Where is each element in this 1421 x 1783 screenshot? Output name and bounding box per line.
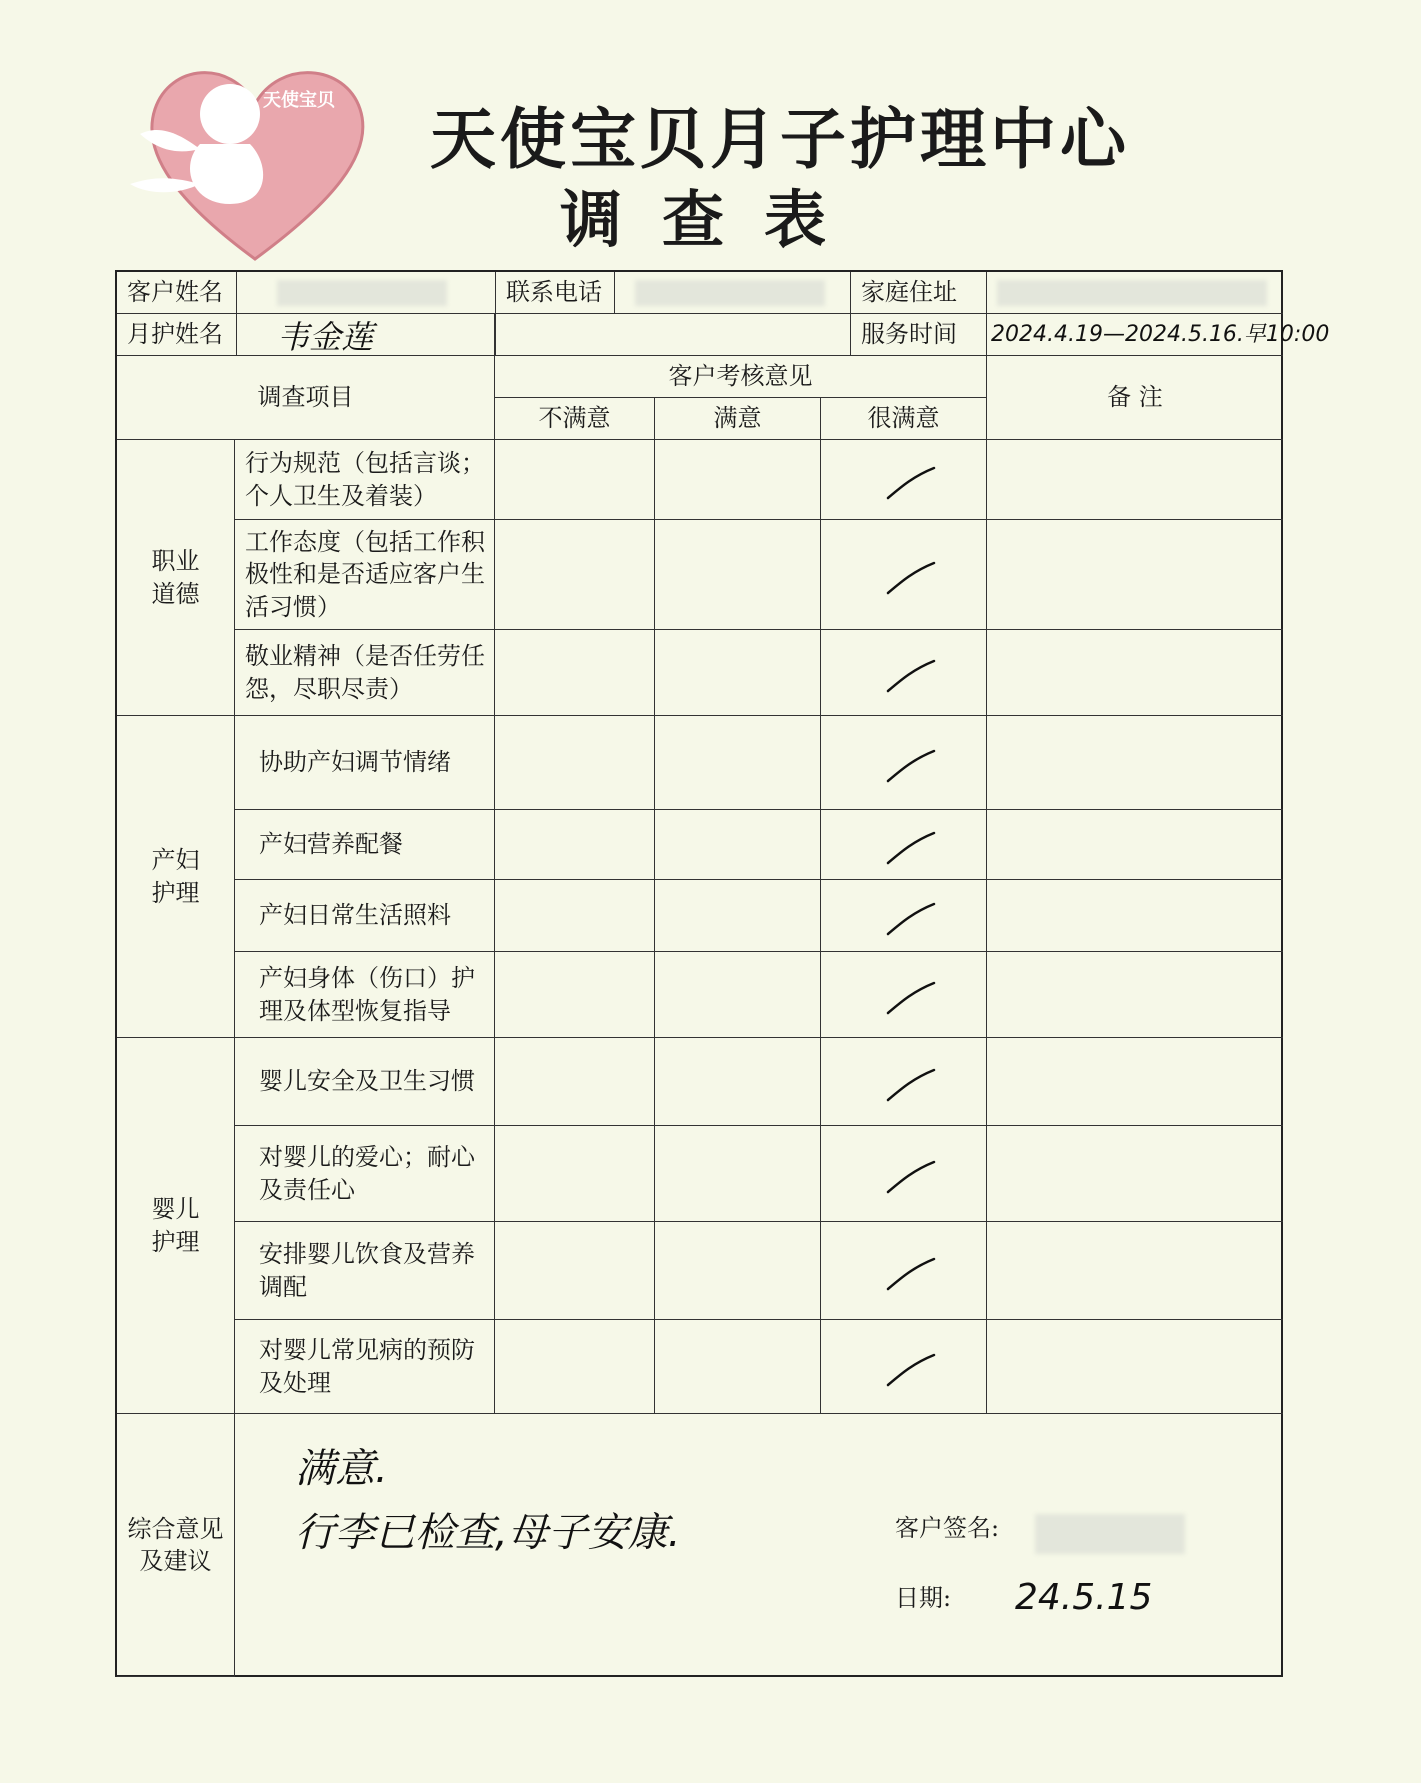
item-daily-care: 产妇日常生活照料 xyxy=(235,880,495,952)
rating-cell[interactable] xyxy=(821,1126,987,1222)
remarks-cell[interactable] xyxy=(987,1222,1283,1320)
item-baby-illness: 对婴儿常见病的预防及处理 xyxy=(235,1320,495,1414)
rating-cell[interactable] xyxy=(821,1320,987,1414)
rating-cell[interactable] xyxy=(655,1222,821,1320)
remarks-cell[interactable] xyxy=(987,1038,1283,1126)
redacted-address xyxy=(997,280,1267,306)
remarks-cell[interactable] xyxy=(987,880,1283,952)
nurse-name-field[interactable] xyxy=(237,314,495,356)
rating-cell[interactable] xyxy=(821,630,987,716)
very-satisfied-header: 很满意 xyxy=(821,398,987,440)
item-emotion: 协助产妇调节情绪 xyxy=(235,716,495,810)
unsatisfied-header: 不满意 xyxy=(495,398,655,440)
rating-cell[interactable] xyxy=(655,716,821,810)
comment-line-1: 满意. xyxy=(295,1446,388,1492)
rating-cell[interactable] xyxy=(655,520,821,630)
rating-cell[interactable] xyxy=(821,520,987,630)
signature-label: 客户签名: xyxy=(895,1514,1000,1542)
rating-cell[interactable] xyxy=(495,1038,655,1126)
rating-cell[interactable] xyxy=(821,1222,987,1320)
comment-line-2: 行李已检查,母子安康. xyxy=(295,1510,681,1556)
rating-cell[interactable] xyxy=(495,1320,655,1414)
check-mark-icon xyxy=(884,559,944,599)
check-mark-icon xyxy=(884,1066,944,1106)
item-body-recovery: 产妇身体（伤口）护理及体型恢复指导 xyxy=(235,952,495,1038)
rating-cell[interactable] xyxy=(655,1038,821,1126)
check-mark-icon xyxy=(884,979,944,1019)
item-baby-diet: 安排婴儿饮食及营养调配 xyxy=(235,1222,495,1320)
satisfied-header: 满意 xyxy=(655,398,821,440)
opinion-header: 客户考核意见 xyxy=(495,356,987,398)
remarks-cell[interactable] xyxy=(987,952,1283,1038)
rating-cell[interactable] xyxy=(495,630,655,716)
rating-cell[interactable] xyxy=(821,810,987,880)
customer-name-label: 客户姓名 xyxy=(117,272,237,314)
service-time-label: 服务时间 xyxy=(851,314,987,356)
check-mark-icon xyxy=(884,1158,944,1198)
rating-cell[interactable] xyxy=(655,440,821,520)
rating-cell[interactable] xyxy=(495,810,655,880)
remarks-cell[interactable] xyxy=(987,630,1283,716)
rating-cell[interactable] xyxy=(495,1222,655,1320)
check-mark-icon xyxy=(884,747,944,787)
rating-cell[interactable] xyxy=(495,440,655,520)
remarks-cell[interactable] xyxy=(987,1126,1283,1222)
phone-field[interactable] xyxy=(615,272,851,314)
rating-cell[interactable] xyxy=(821,952,987,1038)
rating-cell[interactable] xyxy=(495,880,655,952)
logo-text: 天使宝贝 xyxy=(263,90,335,111)
section-baby-care: 婴儿护理 xyxy=(117,1038,235,1414)
remarks-cell[interactable] xyxy=(987,520,1283,630)
rating-cell[interactable] xyxy=(655,952,821,1038)
check-mark-icon xyxy=(884,464,944,504)
remarks-cell[interactable] xyxy=(987,440,1283,520)
rating-cell[interactable] xyxy=(821,440,987,520)
section-professional-ethics: 职业道德 xyxy=(117,440,235,716)
section-mother-care: 产妇护理 xyxy=(117,716,235,1038)
angel-heart-logo xyxy=(120,44,390,274)
rating-cell[interactable] xyxy=(495,716,655,810)
nurse-name-label: 月护姓名 xyxy=(117,314,237,356)
remarks-cell[interactable] xyxy=(987,1320,1283,1414)
service-time-field[interactable] xyxy=(987,314,1330,356)
check-mark-icon xyxy=(884,829,944,869)
redacted-phone xyxy=(635,280,825,306)
rating-cell[interactable] xyxy=(655,630,821,716)
address-field[interactable] xyxy=(987,272,1283,314)
remarks-header: 备 注 xyxy=(987,356,1283,440)
rating-cell[interactable] xyxy=(655,810,821,880)
summary-label: 综合意见及建议 xyxy=(117,1414,235,1677)
date-value: 24.5.15 xyxy=(1015,1577,1153,1618)
item-baby-safety: 婴儿安全及卫生习惯 xyxy=(235,1038,495,1126)
page-subtitle: 调查表 xyxy=(560,183,867,256)
document-header xyxy=(0,0,1421,270)
check-mark-icon xyxy=(884,900,944,940)
rating-cell[interactable] xyxy=(495,1126,655,1222)
date-label: 日期: xyxy=(895,1584,952,1612)
item-behavior: 行为规范（包括言谈；个人卫生及着装） xyxy=(235,440,495,520)
item-work-attitude: 工作态度（包括工作积极性和是否适应客户生活习惯） xyxy=(235,520,495,630)
rating-cell[interactable] xyxy=(655,1320,821,1414)
survey-item-header: 调查项目 xyxy=(117,356,495,440)
check-mark-icon xyxy=(884,1351,944,1391)
remarks-cell[interactable] xyxy=(987,716,1283,810)
check-mark-icon xyxy=(884,657,944,697)
rating-cell[interactable] xyxy=(655,1126,821,1222)
summary-field[interactable] xyxy=(235,1414,1283,1677)
blank-field xyxy=(495,314,851,356)
item-dedication: 敬业精神（是否任劳任怨，尽职尽责） xyxy=(235,630,495,716)
rating-cell[interactable] xyxy=(821,1038,987,1126)
item-baby-love: 对婴儿的爱心；耐心及责任心 xyxy=(235,1126,495,1222)
rating-cell[interactable] xyxy=(821,880,987,952)
page-title: 天使宝贝月子护理中心 xyxy=(430,100,1130,178)
rating-cell[interactable] xyxy=(655,880,821,952)
phone-label: 联系电话 xyxy=(495,272,615,314)
redacted-signature xyxy=(1035,1514,1185,1554)
rating-cell[interactable] xyxy=(495,520,655,630)
check-mark-icon xyxy=(884,1255,944,1295)
nurse-name-value: 韦金莲 xyxy=(277,318,374,356)
remarks-cell[interactable] xyxy=(987,810,1283,880)
rating-cell[interactable] xyxy=(495,952,655,1038)
survey-form xyxy=(115,270,1330,1677)
address-label: 家庭住址 xyxy=(851,272,987,314)
redacted-customer-name xyxy=(277,280,447,306)
service-time-value: 2024.4.19—2024.5.16.早10:00 xyxy=(991,322,1330,347)
item-nutrition: 产妇营养配餐 xyxy=(235,810,495,880)
rating-cell[interactable] xyxy=(821,716,987,810)
